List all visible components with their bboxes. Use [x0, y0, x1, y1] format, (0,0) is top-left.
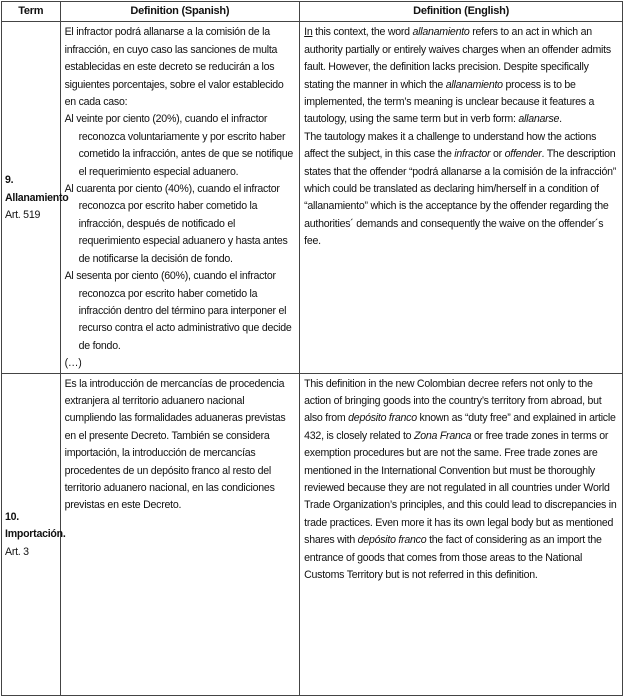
spanish-definition-cell: [60, 22, 300, 373]
english-text: this context, the word: [312, 26, 413, 39]
english-definition-cell: [300, 22, 623, 373]
english-term: offender: [504, 148, 542, 161]
english-term: allanamiento: [412, 26, 470, 39]
term-cell: [2, 22, 69, 373]
english-text: known as “duty free” and explained in article 432, is closely related to: [304, 412, 616, 442]
english-term: depósito franco: [348, 412, 417, 425]
spanish-definition-cell: [60, 373, 300, 695]
english-text: the fact of considering as an import the entrance of goods that comes from those areas to the National Customs Territory but is not referred in this definition.: [304, 534, 602, 581]
term-name: 10. Importación.: [5, 510, 66, 541]
term-article: Art. 519: [5, 209, 41, 222]
english-paragraph: [304, 376, 618, 585]
term-name: 9. Allanamiento: [5, 174, 69, 204]
english-paragraph: [304, 129, 618, 251]
english-term: Zona Franca: [413, 429, 472, 442]
term-cell: [2, 373, 66, 695]
english-term: allanamiento: [445, 78, 503, 91]
spanish-paragraph-text: Al sesenta por ciento (60%), cuando el infractor reconozca por escrito haber cometido la infracción dentro del término para interponer el recurso contra el acto administrativo que decide de fondo.: [64, 270, 292, 352]
english-text: The tautology makes it a challenge to understand how the actions affect the subject, in this case the: [304, 130, 597, 161]
spanish-intro: El infractor podrá allanarse a la comisión de la infracción, en cuyo caso las sanciones de multa establecidas en este decreto se reducirán a los siguientes porcentajes, sobre el valor establecido en cada caso:: [64, 26, 284, 109]
english-text: This definition in the new Colombian decree refers not only to the action of bringing goods into the country’s territory from abroad, but also from: [304, 377, 602, 425]
spanish-ellipsis: (…): [64, 357, 82, 370]
english-definition-cell: [300, 373, 623, 695]
english-term: depósito franco: [357, 534, 427, 547]
spanish-paragraph: [65, 268, 296, 355]
english-paragraph: [304, 24, 618, 128]
english-text: process is to be implemented, the term’s meaning is unclear because it features a tautology, using the same term but in verb form:: [304, 78, 595, 126]
english-text: .: [559, 113, 562, 126]
english-text: or free trade zones in terms or exemption procedures but are not the same. Free trade zones are mentioned in the International Convention but must be thoroughly reviewed because they are not regulated in all countries under World Trade Organization’s principles, and this could lead to discrepancies in trade practices. Even more it has its own legal body but as mentioned shares with: [304, 429, 617, 547]
spanish-paragraph: [65, 111, 296, 181]
spanish-paragraph: [65, 181, 296, 268]
term-article: Art. 3: [5, 545, 29, 558]
spanish-paragraph-text: Al veinte por ciento (20%), cuando el infractor reconozca voluntariamente y por escrito haber cometido la infracción, antes de que se notifique el requerimiento especial aduanero.: [64, 113, 294, 178]
english-text: or: [490, 148, 505, 161]
english-term: allanarse: [518, 113, 560, 126]
terminology-table: [1, 1, 623, 696]
english-term: infractor: [454, 148, 491, 161]
spanish-paragraph-text: Al cuarenta por ciento (40%), cuando el infractor reconozca por escrito haber cometido la infracción, después de notificado el requerimiento especial aduanero y hasta antes de notificarse la decisión de fondo.: [64, 183, 288, 265]
spanish-paragraph: Es la introducción de mercancías de procedencia extranjera al territorio aduanero nacional cumpliendo las formalidades aduaneras previstas en el presente Decreto. También se considera importación, la introducción de mercancías procedentes de un depósito franco al resto del territorio aduanero nacional, en las condiciones previstas en este Decreto.: [64, 377, 286, 512]
header-definition-english: Definition (English): [300, 2, 623, 22]
header-term: Term: [2, 2, 61, 22]
english-text: In: [304, 26, 313, 39]
english-text: . The description states that the offender “podrá allanarse a la comisión de la infracción” which could be translated as declaring him/herself in a condition of “allanamiento” which is the acceptance by the offender regarding the authorities´ demands and consequently the waive on the offender´s fee.: [304, 148, 617, 248]
table-row-importacion: [2, 373, 623, 695]
english-text: refers to an act in which an authority partially or entirely waives charges when an offender admits fault. However, the definition lacks precision. Despite specifically stating the manner in which the: [304, 26, 611, 91]
header-row: [2, 2, 623, 22]
table-row-allanamiento: [2, 22, 623, 373]
header-definition-spanish: Definition (Spanish): [60, 2, 300, 22]
